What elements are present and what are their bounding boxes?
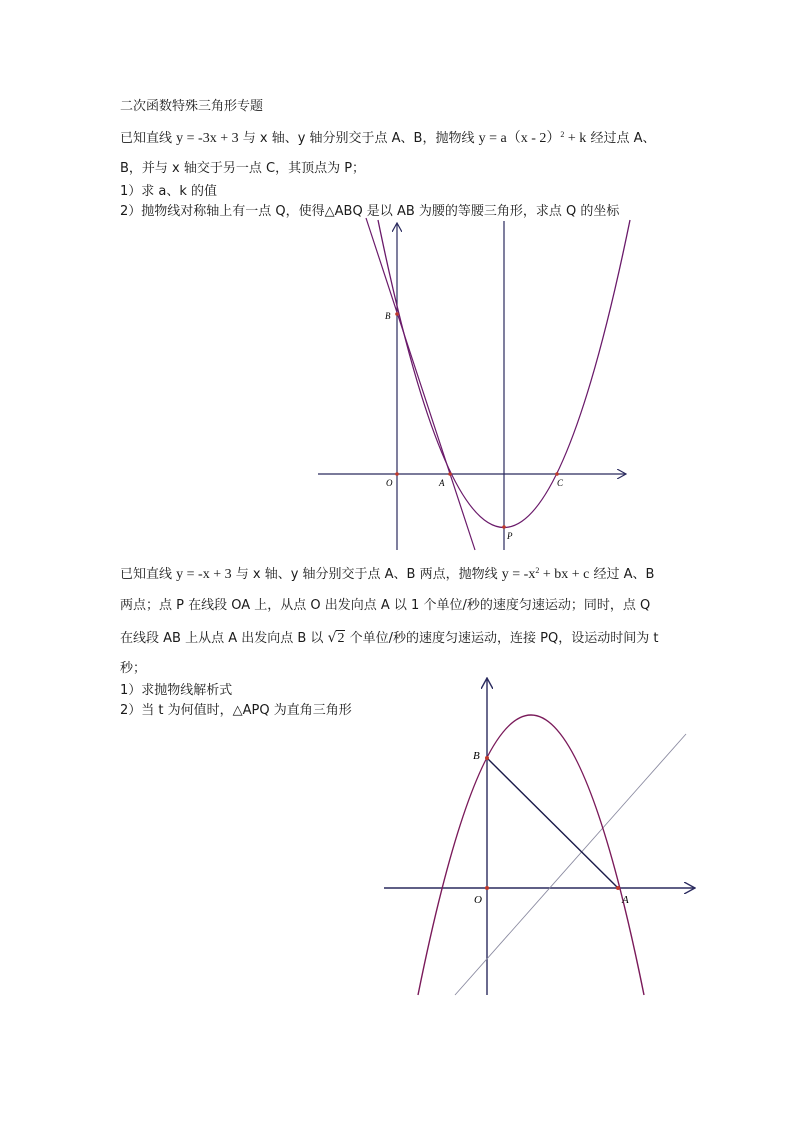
p2-text-c: 经过 A、B xyxy=(593,567,655,582)
p1-text-b: 与 x 轴、y 轴分别交于点 A、B，抛物线 xyxy=(242,131,475,146)
p1-line-equation: y = -3x + 3 xyxy=(176,131,239,146)
f2-point-o xyxy=(485,886,489,890)
doc-title: 二次函数特殊三角形专题 xyxy=(120,99,264,114)
p1-text-c: 经过点 A、 xyxy=(590,131,656,146)
p2-text-e: 个单位/秒的速度匀速运动，连接 PQ，设运动时间为 t xyxy=(349,631,659,646)
p1-text-a: 已知直线 xyxy=(120,131,173,146)
f1-label-p: P xyxy=(507,531,513,541)
f2-label-a: A xyxy=(622,894,629,906)
f2-thin-line xyxy=(455,734,686,995)
p2-question-2: 2）当 t 为何值时，△APQ 为直角三角形 xyxy=(120,703,352,718)
p2-line2: 两点；点 P 在线段 OA 上，从点 O 出发向点 A 以 1 个单位/秒的速度匀速运动；同时，点 Q xyxy=(120,598,651,613)
p1-parabola-equation: y = a（x - 2）$^2$ + k xyxy=(478,130,587,146)
p1-question-1: 1）求 a、k 的值 xyxy=(120,184,218,199)
f1-label-c: C xyxy=(557,478,564,488)
p2-parabola-equation: $y = -x^2$ + bx + c xyxy=(501,566,590,582)
p1-line2: B，并与 x 轴交于另一点 C，其顶点为 P； xyxy=(120,161,366,176)
f2-label-o: O xyxy=(474,894,482,906)
p2-text-b: 与 x 轴、y 轴分别交于点 A、B 两点，抛物线 xyxy=(235,567,498,582)
f1-label-b: B xyxy=(385,311,391,321)
p2-question-1: 1）求抛物线解析式 xyxy=(120,683,233,698)
f2-line-ab xyxy=(487,758,618,888)
f2-parabola xyxy=(418,715,644,995)
p2-text-d: 在线段 AB 上从点 A 出发向点 B 以 xyxy=(120,631,324,646)
f1-label-a: A xyxy=(439,478,445,488)
p2-line-equation: y = -x + 3 xyxy=(176,567,232,582)
f2-point-a xyxy=(616,886,620,890)
p1-question-2: 2）抛物线对称轴上有一点 Q，使得△ABQ 是以 AB 为腰的等腰三角形，求点 Q 的坐标 xyxy=(120,204,620,219)
p2-line4: 秒； xyxy=(120,661,147,676)
f2-point-b xyxy=(485,756,489,760)
f2-label-b: B xyxy=(473,750,480,762)
sqrt-two: √2 xyxy=(327,630,345,646)
p2-text-a: 已知直线 xyxy=(120,567,173,582)
f1-label-o: O xyxy=(386,478,393,488)
